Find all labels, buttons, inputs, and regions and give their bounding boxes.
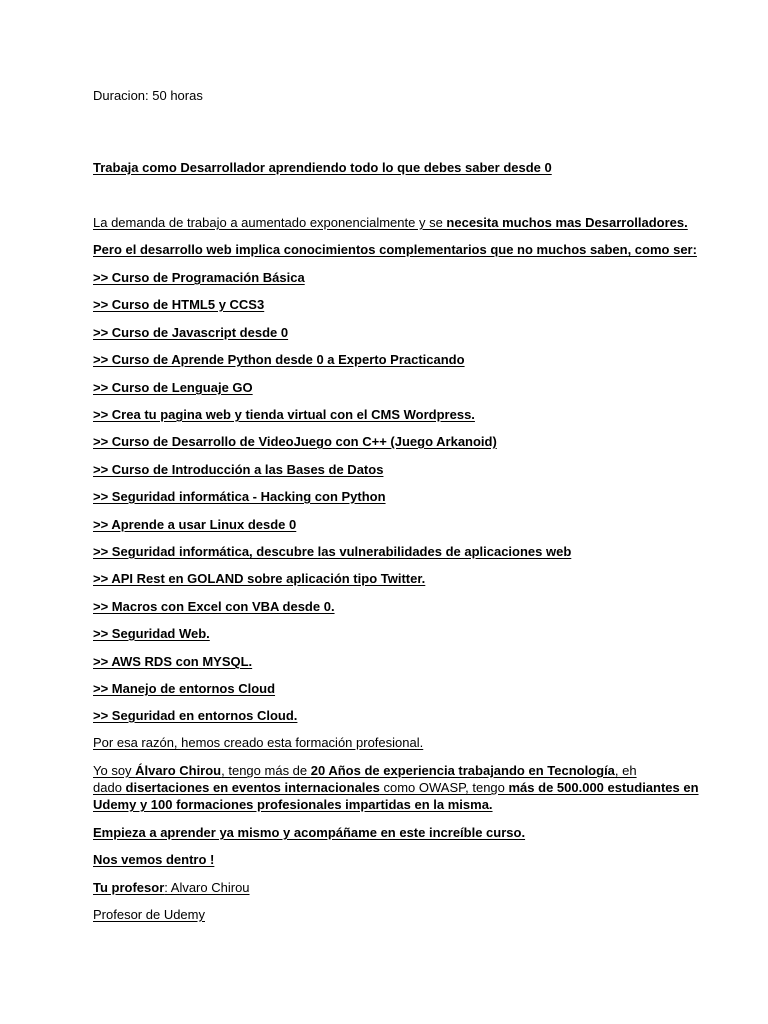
course-item: >> Curso de Programación Básica — [93, 270, 305, 285]
reason-text: Por esa razón, hemos creado esta formación profesional. — [93, 735, 424, 750]
intro-line-1-bold: necesita muchos mas Desarrolladores. — [446, 215, 688, 230]
duration-text: Duracion: 50 horas — [93, 88, 203, 103]
course-item: >> Curso de Desarrollo de VideoJuego con C++ (Juego Arkanoid) — [93, 434, 497, 449]
course-item: >> Manejo de entornos Cloud — [93, 681, 276, 696]
bio-text: como OWASP, tengo — [379, 780, 509, 795]
experience-highlight: 20 Años de experiencia trabajando en Tecnología — [310, 763, 615, 778]
bio-text: , eh — [614, 763, 637, 778]
headline: Trabaja como Desarrollador aprendiendo todo lo que debes saber desde 0 — [93, 160, 552, 175]
intro-line-2: Pero el desarrollo web implica conocimientos complementarios que no muchos saben, como ser: — [93, 242, 697, 257]
intro-line-1 — [93, 214, 688, 231]
teacher-role: Profesor de Udemy — [93, 907, 205, 922]
author-name: Álvaro Chirou — [135, 763, 222, 778]
bio-text: , tengo más de — [221, 763, 311, 778]
course-item: >> Macros con Excel con VBA desde 0. — [93, 599, 335, 614]
call-to-action: Empieza a aprender ya mismo y acompáñame en este increíble curso. — [93, 825, 526, 840]
see-you-inside: Nos vemos dentro ! — [93, 852, 215, 867]
course-item: >> Crea tu pagina web y tienda virtual con el CMS Wordpress. — [93, 407, 475, 422]
course-item: >> API Rest en GOLAND sobre aplicación tipo Twitter. — [93, 571, 426, 586]
course-item: >> Curso de Introducción a las Bases de Datos — [93, 462, 384, 477]
course-item: >> Seguridad informática, descubre las vulnerabilidades de aplicaciones web — [93, 544, 572, 559]
course-item: >> Seguridad informática - Hacking con Python — [93, 489, 386, 504]
course-item: >> Aprende a usar Linux desde 0 — [93, 517, 297, 532]
bio-line-3: Udemy y 100 formaciones profesionales impartidas en la misma. — [93, 797, 493, 812]
teacher-line — [93, 879, 250, 896]
intro-line-1-normal: La demanda de trabajo a aumentado exponencialmente y se — [93, 215, 447, 230]
teacher-name: : Alvaro Chirou — [164, 880, 250, 895]
course-item: >> Seguridad en entornos Cloud. — [93, 708, 298, 723]
bio-line-2 — [93, 779, 699, 796]
course-item: >> Curso de Aprende Python desde 0 a Experto Practicando — [93, 352, 465, 367]
talks-highlight: disertaciones en eventos internacionales — [125, 780, 380, 795]
students-highlight: más de 500.000 estudiantes en — [508, 780, 699, 795]
teacher-label: Tu profesor — [93, 880, 165, 895]
bio-line-1 — [93, 762, 637, 779]
course-item: >> Seguridad Web. — [93, 626, 210, 641]
bio-text: Yo soy — [93, 763, 136, 778]
course-item: >> AWS RDS con MYSQL. — [93, 654, 253, 669]
bio-text: dado — [93, 780, 126, 795]
course-item: >> Curso de Lenguaje GO — [93, 380, 253, 395]
course-item: >> Curso de Javascript desde 0 — [93, 325, 289, 340]
course-item: >> Curso de HTML5 y CCS3 — [93, 297, 265, 312]
